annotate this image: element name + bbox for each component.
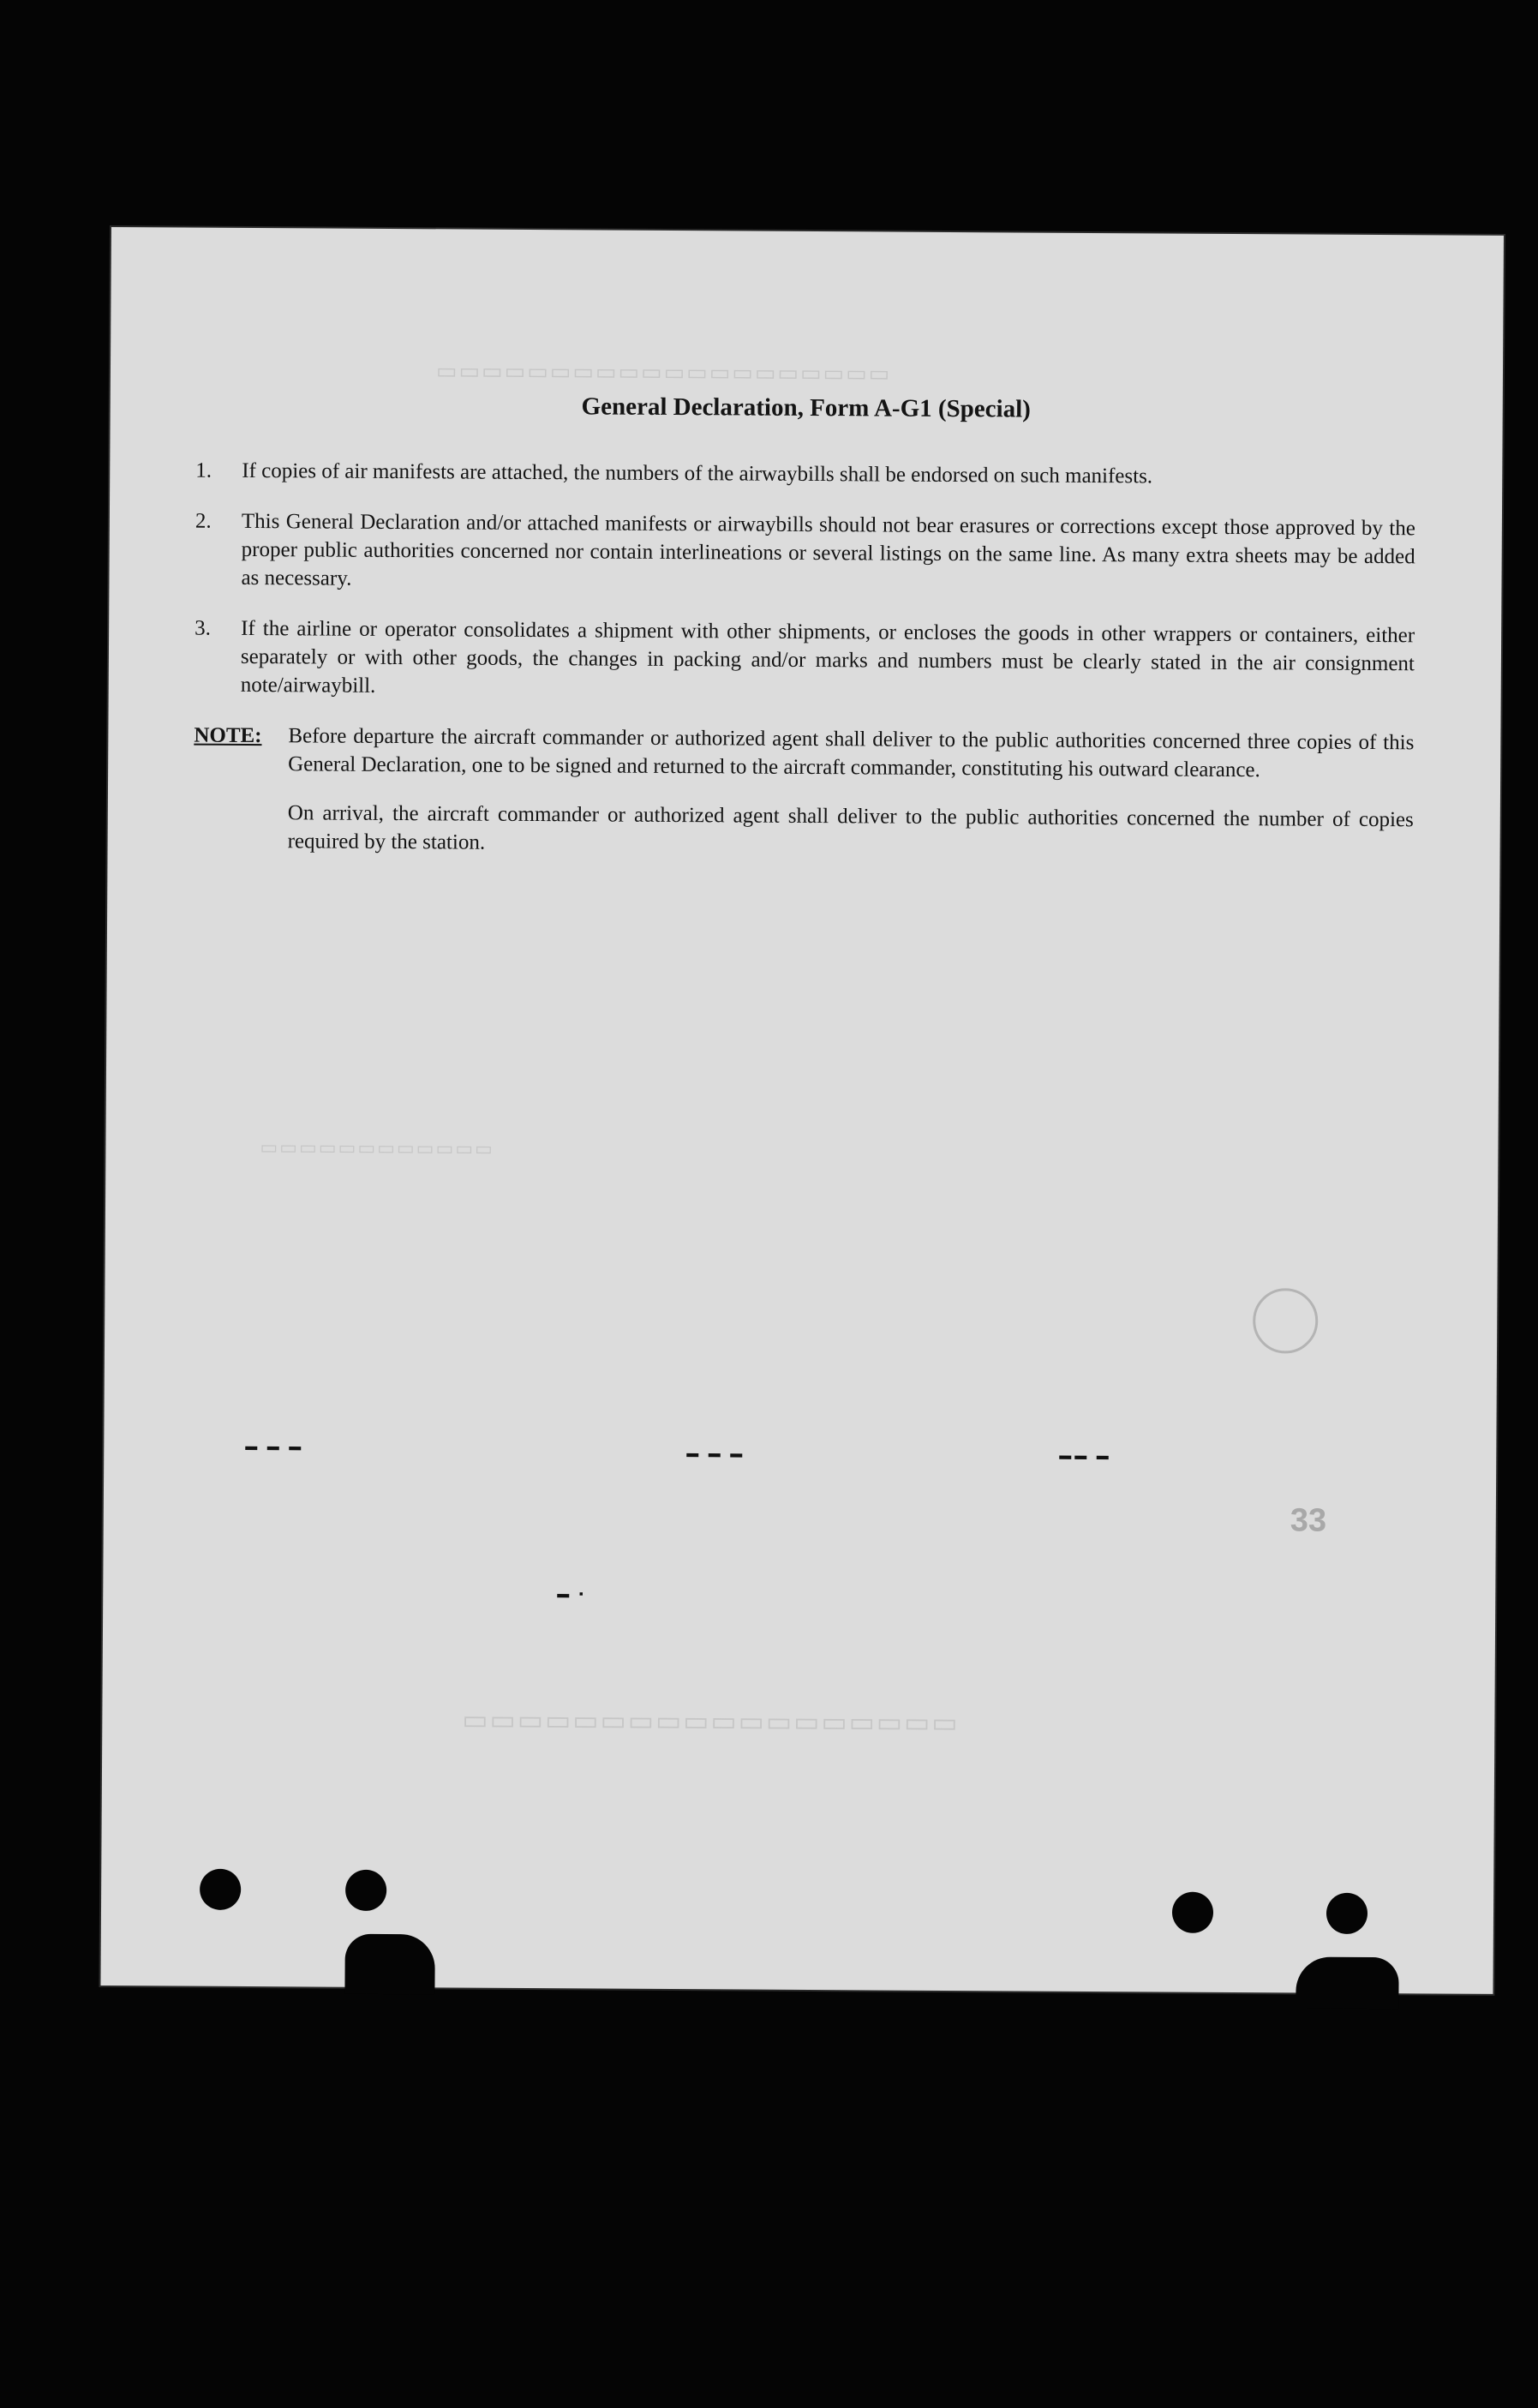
faded-stamp xyxy=(1253,1288,1318,1353)
note-paragraph: Before departure the aircraft commander or authorized agent shall deliver to the public authorities concerned three copies of this General Declaration, one to be signed and returned to the aircraft commander, constituting his outward clearance. xyxy=(288,724,1415,782)
bleed-through-text: ▭▭▭▭▭▭▭▭▭▭▭▭▭▭▭▭▭▭▭▭ xyxy=(435,357,892,386)
note-paragraph: On arrival, the aircraft commander or authorized agent shall deliver to the public authorities concerned the number of copies required by the station. xyxy=(287,801,1414,854)
ink-speck: ▬▬ ▬ xyxy=(1059,1449,1112,1464)
torn-edge xyxy=(1296,1956,1398,2009)
margin-number: 33 xyxy=(1290,1502,1327,1539)
item-number: 3. xyxy=(194,616,211,640)
ink-speck: ▬ ▬ ▬ xyxy=(245,1440,305,1454)
punch-hole xyxy=(1326,1893,1367,1934)
note-label: NOTE: xyxy=(194,723,262,748)
item-text: If copies of air manifests are attached, the numbers of the airwaybills shall be endorsed on such manifests. xyxy=(242,458,1153,488)
punch-hole xyxy=(200,1869,241,1910)
bleed-through-text: ▭▭▭▭▭▭▭▭▭▭▭▭▭▭▭▭▭▭ xyxy=(462,1704,960,1739)
note-body xyxy=(287,722,1414,883)
ink-speck: ▬ ▬ ▬ xyxy=(686,1447,746,1461)
bleed-through-text: ▭▭▭▭▭▭▭▭▭▭▭▭ xyxy=(260,1136,494,1159)
item-text: This General Declaration and/or attached manifests or airwaybills should not bear erasures or corrections except those approved by the proper public authorities concerned nor contain interlineations or several listings on the same line. As many extra sheets may be added as necessary. xyxy=(241,509,1415,590)
punch-hole xyxy=(345,1870,386,1911)
list-item xyxy=(195,457,1415,493)
declaration-content xyxy=(193,391,1415,884)
list-item xyxy=(194,614,1415,707)
ink-speck: ▬ ▪ xyxy=(557,1588,587,1602)
torn-edge xyxy=(344,1934,434,1995)
document-page xyxy=(100,227,1504,1994)
page-title: General Declaration, Form A-G1 (Special) xyxy=(581,392,1031,423)
item-number: 2. xyxy=(194,509,212,533)
punch-hole xyxy=(1172,1892,1213,1933)
note-section xyxy=(193,722,1414,884)
item-text: If the airline or operator consolidates a shipment with other shipments, or encloses the goods in other wrappers or containers, either separately or with other goods, the changes in packing and/or marks and numbers must be clearly stated in the air consignment note/airwaybill. xyxy=(240,616,1415,698)
list-item xyxy=(194,507,1415,600)
item-number: 1. xyxy=(195,458,212,482)
